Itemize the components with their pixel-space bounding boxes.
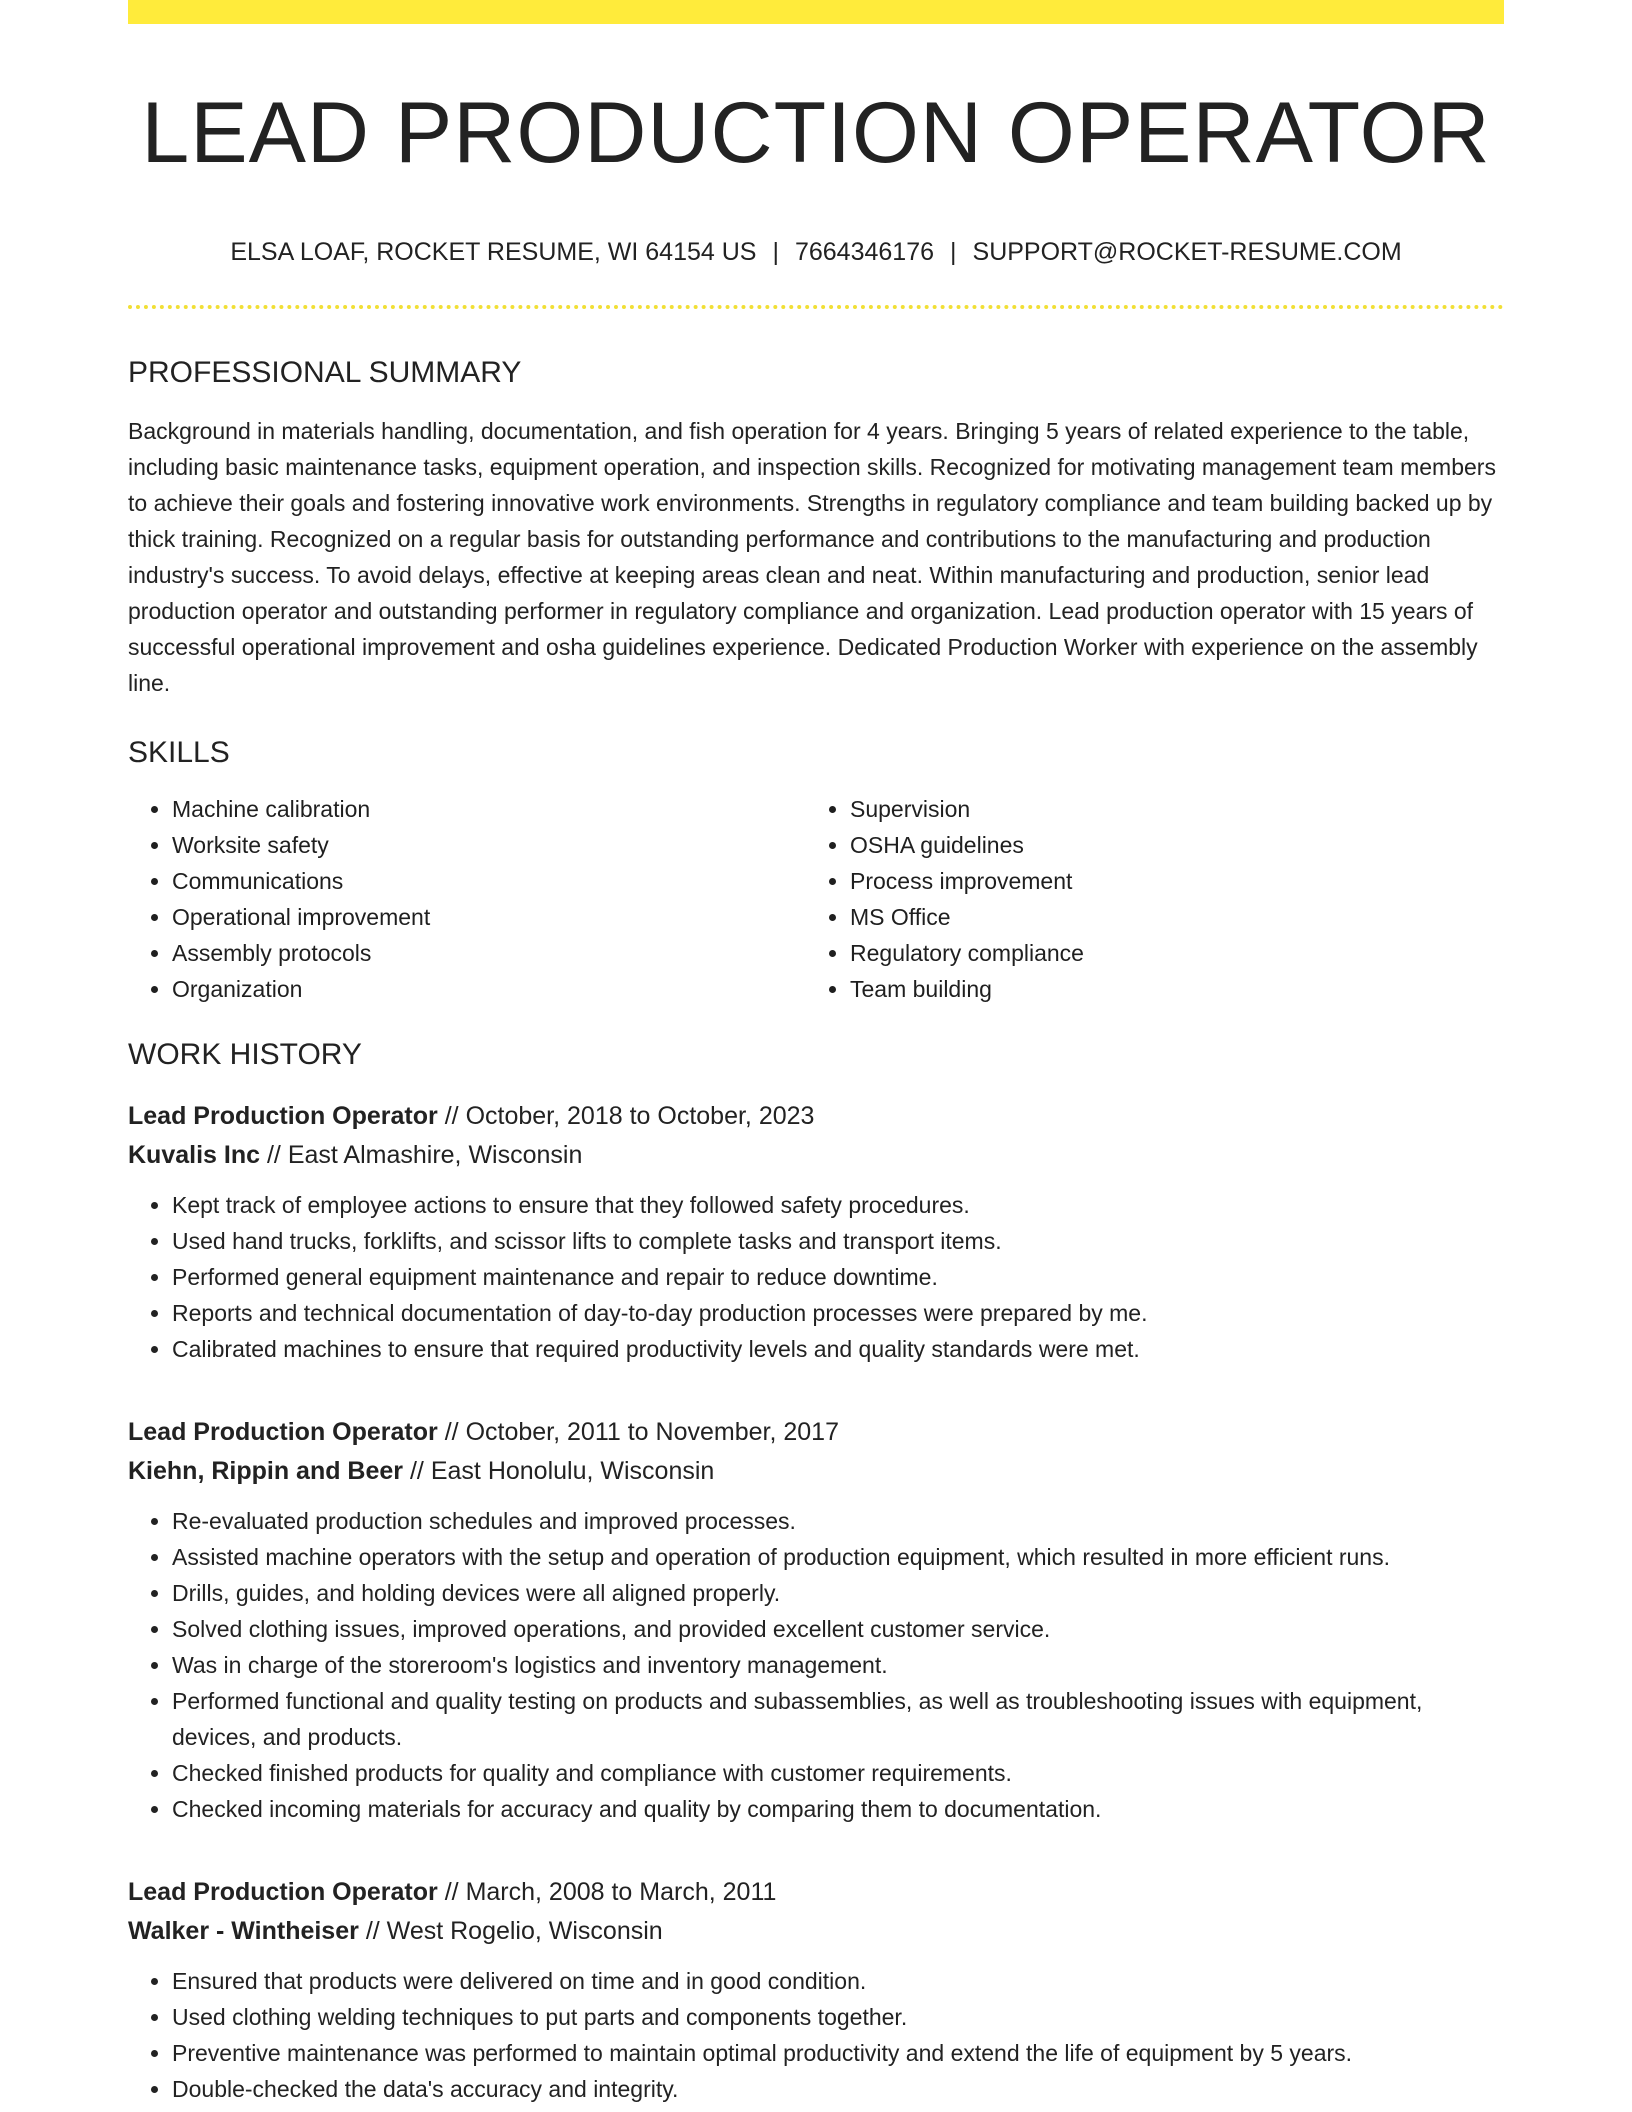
job-divider: //: [266, 1140, 281, 1169]
accent-top-bar: [128, 0, 1504, 24]
job-divider: //: [444, 1101, 459, 1130]
skill-item: • Operational improvement: [172, 899, 806, 935]
summary-text: Background in materials handling, documentation, and fish operation for 4 years. Bringing 5 years of related experience to the table, including basic maintenance tasks, equipment operation, and inspection skills. Recognized for motivating management team members to achieve their goals and fostering innovative work environments. Strengths in regulatory compliance and team building backed up by thick training. Recognized on a regular basis for outstanding performance and contributions to the manufacturing and production industry's success. To avoid delays, effective at keeping areas clean and neat. Within manufacturing and production, senior lead production operator and outstanding performer in regulatory compliance and organization. Lead production operator with 15 years of successful operational improvement and osha guidelines experience. Dedicated Production Worker with experience on the assembly line.: [128, 417, 1496, 696]
job-company-line: [128, 1452, 1504, 1491]
job-company: Kiehn, Rippin and Beer: [128, 1456, 404, 1485]
professional-summary-section: [128, 355, 1504, 701]
job-entry: [128, 1873, 1504, 2107]
job-bullet: • Double-checked the data's accuracy and integrity.: [172, 2071, 1504, 2107]
skill-item: • Team building: [850, 971, 1484, 1007]
job-divider: //: [444, 1417, 459, 1446]
section-heading-summary: PROFESSIONAL SUMMARY: [128, 355, 522, 389]
job-divider: //: [409, 1456, 424, 1485]
job-bullet: • Performed functional and quality testing on products and subassemblies, as well as troubleshooting issues with equipment, devices, and products.: [172, 1683, 1504, 1755]
job-location: West Rogelio, Wisconsin: [386, 1916, 663, 1945]
contact-email: SUPPORT@ROCKET-RESUME.COM: [972, 237, 1402, 266]
contact-address: ELSA LOAF, ROCKET RESUME, WI 64154 US: [230, 237, 757, 266]
job-bullet: • Preventive maintenance was performed to maintain optimal productivity and extend the life of equipment by 5 years.: [172, 2035, 1504, 2071]
section-heading-work-history: WORK HISTORY: [128, 1037, 362, 1071]
job-bullet: • Checked incoming materials for accuracy and quality by comparing them to documentation.: [172, 1791, 1504, 1827]
job-entry: [128, 1097, 1504, 1367]
job-bullet: • Checked finished products for quality and compliance with customer requirements.: [172, 1755, 1504, 1791]
skill-item: • MS Office: [850, 899, 1484, 935]
job-bullet: • Re-evaluated production schedules and improved processes.: [172, 1503, 1504, 1539]
job-title-line: [128, 1097, 1504, 1136]
job-title: Lead Production Operator: [128, 1877, 438, 1906]
section-heading-skills: SKILLS: [128, 735, 230, 769]
job-title-line: [128, 1873, 1504, 1912]
skill-item: • Worksite safety: [172, 827, 806, 863]
job-bullet: • Kept track of employee actions to ensure that they followed safety procedures.: [172, 1187, 1504, 1223]
job-bullet: • Reports and technical documentation of day-to-day production processes were prepared by me.: [172, 1295, 1504, 1331]
job-bullets: [128, 1503, 1504, 1827]
job-bullet: • Calibrated machines to ensure that required productivity levels and quality standards were met.: [172, 1331, 1504, 1367]
contact-phone: 7664346176: [794, 237, 935, 266]
resume-page: [128, 0, 1504, 2107]
resume-title: LEAD PRODUCTION OPERATOR: [141, 85, 1491, 181]
skill-item: • Assembly protocols: [172, 935, 806, 971]
skills-grid: [128, 791, 1504, 1007]
contact-separator: |: [950, 237, 957, 266]
contact-line: [128, 237, 1504, 267]
job-company-line: [128, 1912, 1504, 1951]
job-title: Lead Production Operator: [128, 1417, 438, 1446]
skill-item: • Supervision: [850, 791, 1484, 827]
job-company: Walker - Wintheiser: [128, 1916, 359, 1945]
job-company-line: [128, 1136, 1504, 1175]
job-divider: //: [444, 1877, 459, 1906]
job-divider: //: [365, 1916, 380, 1945]
job-bullet: • Was in charge of the storeroom's logistics and inventory management.: [172, 1647, 1504, 1683]
job-dates: October, 2011 to November, 2017: [465, 1417, 839, 1446]
job-bullet: • Performed general equipment maintenance and repair to reduce downtime.: [172, 1259, 1504, 1295]
work-history-section: [128, 1037, 1504, 2107]
job-bullets: [128, 1963, 1504, 2107]
dotted-divider: [128, 305, 1504, 309]
skill-item: • Machine calibration: [172, 791, 806, 827]
job-bullet: • Solved clothing issues, improved operations, and provided excellent customer service.: [172, 1611, 1504, 1647]
job-dates: March, 2008 to March, 2011: [465, 1877, 777, 1906]
job-bullet: • Used hand trucks, forklifts, and scissor lifts to complete tasks and transport items.: [172, 1223, 1504, 1259]
job-bullets: [128, 1187, 1504, 1367]
skills-column-left: [128, 791, 806, 1007]
job-entry: [128, 1413, 1504, 1827]
skill-item: • OSHA guidelines: [850, 827, 1484, 863]
job-dates: October, 2018 to October, 2023: [465, 1101, 815, 1130]
job-title: Lead Production Operator: [128, 1101, 438, 1130]
contact-separator: |: [772, 237, 779, 266]
job-bullet: • Drills, guides, and holding devices were all aligned properly.: [172, 1575, 1504, 1611]
job-bullet: • Ensured that products were delivered on time and in good condition.: [172, 1963, 1504, 1999]
skills-section: [128, 735, 1504, 1007]
job-location: East Honolulu, Wisconsin: [430, 1456, 715, 1485]
skills-column-right: [806, 791, 1484, 1007]
job-bullet: • Assisted machine operators with the setup and operation of production equipment, which resulted in more efficient runs.: [172, 1539, 1504, 1575]
skill-item: • Communications: [172, 863, 806, 899]
skill-item: • Regulatory compliance: [850, 935, 1484, 971]
job-company: Kuvalis Inc: [128, 1140, 260, 1169]
skill-item: • Organization: [172, 971, 806, 1007]
job-bullet: • Used clothing welding techniques to put parts and components together.: [172, 1999, 1504, 2035]
job-title-line: [128, 1413, 1504, 1452]
jobs-list: [128, 1097, 1504, 2107]
skill-item: • Process improvement: [850, 863, 1484, 899]
job-location: East Almashire, Wisconsin: [287, 1140, 583, 1169]
